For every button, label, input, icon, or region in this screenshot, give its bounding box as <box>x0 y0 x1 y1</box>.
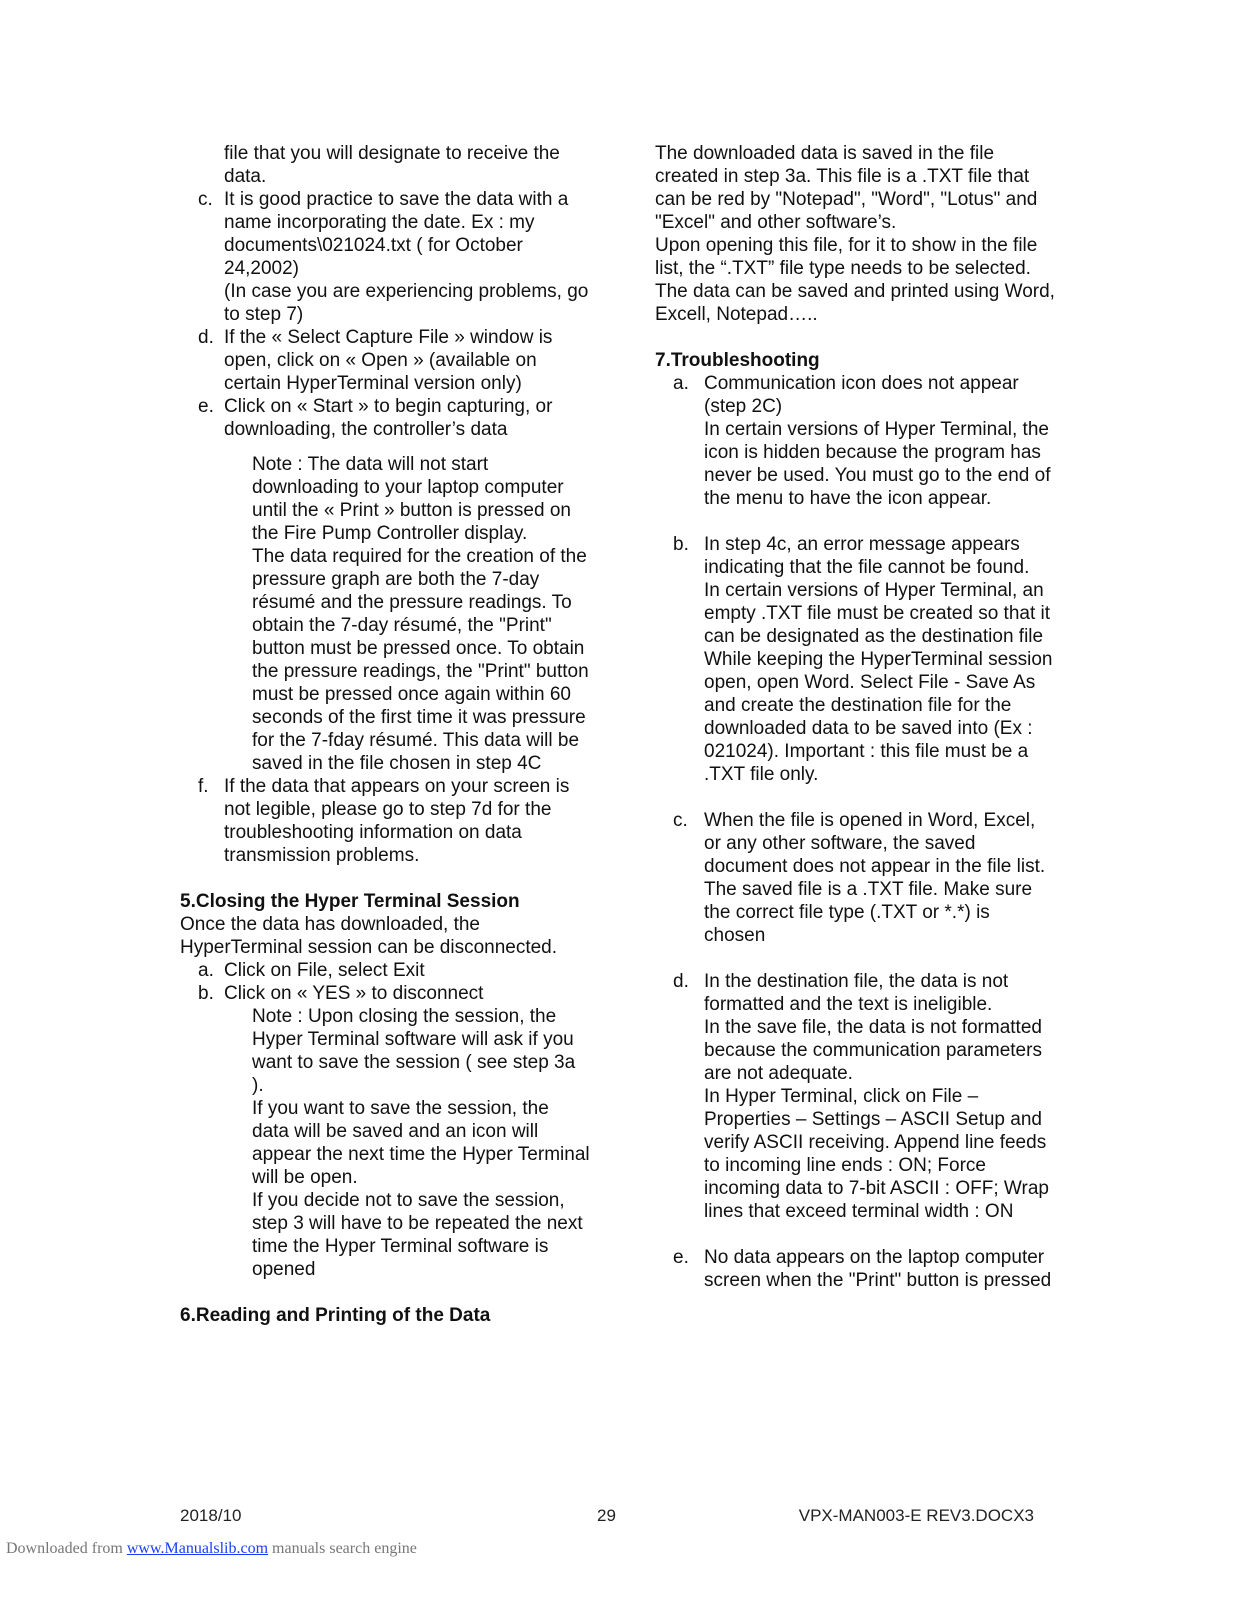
list-marker: a. <box>198 960 214 981</box>
trouble-question: In step 4c, an error message appears indicating that the file cannot be found. <box>704 534 1030 578</box>
section-heading-6: 6.Reading and Printing of the Data <box>180 1305 491 1326</box>
trouble-item-e <box>655 1246 1055 1292</box>
trouble-question: Communication icon does not appear (step 2C) <box>704 373 1019 417</box>
list-item-text <box>704 372 1055 510</box>
list-item-5a <box>180 959 590 982</box>
trouble-question: When the file is opened in Word, Excel, or any other software, the saved document does not appear in the file list. <box>704 810 1046 877</box>
list-item-text: If the « Select Capture File » window is open, click on « Open » (available on certain HyperTerminal version only) <box>224 327 553 394</box>
trouble-item-d <box>655 970 1055 1223</box>
trouble-answer: In the save file, the data is not formatted because the communication parameters are not adequate. <box>704 1017 1042 1084</box>
trouble-question: In the destination file, the data is not formatted and the text is ineligible. <box>704 971 1009 1015</box>
list-marker: c. <box>198 189 213 210</box>
section-heading-5: 5.Closing the Hyper Terminal Session <box>180 891 520 912</box>
list-item-d <box>180 326 590 395</box>
list-item-note: (In case you are experiencing problems, go to step 7) <box>224 281 589 325</box>
note-icon-appear: If you want to save the session, the data will be saved and an icon will appear the next time the Hyper Terminal will be open. <box>252 1098 590 1188</box>
list-item-body: It is good practice to save the data with a name incorporating the date. Ex : my documents\021024.txt ( for October 24,2002) <box>224 189 569 279</box>
list-marker: e. <box>673 1247 689 1268</box>
paragraph-save-print: The data can be saved and printed using Word, Excell, Notepad….. <box>655 281 1055 325</box>
paragraph-file-type: Upon opening this file, for it to show in the file list, the “.TXT” file type needs to be selected. <box>655 235 1038 279</box>
page-number: 29 <box>597 1506 616 1525</box>
trouble-question: No data appears on the laptop computer screen when the "Print" button is pressed <box>704 1247 1052 1291</box>
trouble-answer: In Hyper Terminal, click on File – Properties – Settings – ASCII Setup and verify ASCII receiving. Append line feeds to incoming line ends : ON; Force incoming data to 7-bit ASCII : OFF; Wrap lines that exceed terminal width : ON <box>704 1086 1049 1222</box>
footer-date: 2018/10 <box>180 1506 242 1525</box>
paragraph-saved-file: The downloaded data is saved in the file created in step 3a. This file is a .TXT file that can be red by "Notepad", "Word", "Lotus" and "Excel" and other software’s. <box>655 143 1038 233</box>
section-heading-7: 7.Troubleshooting <box>655 350 820 371</box>
manualslib-link[interactable]: www.Manualslib.com <box>126 1540 269 1557</box>
trouble-item-a <box>655 372 1055 510</box>
list-marker: d. <box>198 327 214 348</box>
note-repeat-step: If you decide not to save the session, step 3 will have to be repeated the next time the Hyper Terminal software is opened <box>252 1190 583 1280</box>
download-prefix: Downloaded from <box>6 1540 127 1557</box>
continued-text: file that you will designate to receive the data. <box>224 143 560 187</box>
list-item-text: If the data that appears on your screen is not legible, please go to step 7d for the troubleshooting information on data transmission problems. <box>224 776 570 866</box>
right-column <box>655 142 1055 1292</box>
list-marker: d. <box>673 971 689 992</box>
list-item-text <box>704 809 1055 947</box>
download-credit <box>6 1540 417 1558</box>
list-item-text: Click on « Start » to begin capturing, or downloading, the controller’s data <box>224 396 553 440</box>
list-item-text <box>224 188 590 326</box>
trouble-item-c <box>655 809 1055 947</box>
list-item-c <box>180 188 590 326</box>
note-print-button: Note : The data will not start downloading to your laptop computer until the « Print » button is pressed on the Fire Pump Controller display. <box>252 454 571 544</box>
list-marker: e. <box>198 396 214 417</box>
list-marker: b. <box>673 534 689 555</box>
list-item-text: Click on « YES » to disconnect <box>224 983 484 1004</box>
list-marker: f. <box>198 776 209 797</box>
download-suffix: manuals search engine <box>268 1540 417 1557</box>
trouble-answer: The saved file is a .TXT file. Make sure the correct file type (.TXT or *.*) is chosen <box>704 879 1033 946</box>
section-5-intro: Once the data has downloaded, the HyperTerminal session can be disconnected. <box>180 914 558 958</box>
trouble-item-b <box>655 533 1055 786</box>
trouble-answer: While keeping the HyperTerminal session open, open Word. Select File - Save As and create the destination file for the downloaded data to be saved into (Ex : 021024). Important : this file must be a .TXT file only. <box>704 649 1053 785</box>
list-item-5b <box>180 982 590 1005</box>
list-item-e <box>180 395 590 441</box>
left-column <box>180 142 590 1327</box>
list-item-text <box>704 970 1055 1223</box>
note-pressure-graph: The data required for the creation of the pressure graph are both the 7-day résumé and the pressure readings. To obtain the 7-day résumé, the "Print" button must be pressed once. To obtain the pressure readings, the "Print" button must be pressed once again within 60 seconds of the first time it was pressure for the 7-fday résumé. This data will be saved in the file chosen in step 4C <box>252 546 589 774</box>
list-marker: b. <box>198 983 214 1004</box>
list-item-text: Click on File, select Exit <box>224 960 425 981</box>
trouble-answer: In certain versions of Hyper Terminal, an empty .TXT file must be created so that it can be designated as the destination file <box>704 580 1051 647</box>
list-item-f <box>180 775 590 867</box>
trouble-answer: In certain versions of Hyper Terminal, the icon is hidden because the program has never be used. You must go to the end of the menu to have the icon appear. <box>704 419 1051 509</box>
list-item-text <box>704 533 1055 786</box>
list-marker: c. <box>673 810 688 831</box>
footer-doc-id: VPX-MAN003-E REV3.DOCX3 <box>798 1506 1034 1525</box>
list-marker: a. <box>673 373 689 394</box>
note-save-session: Note : Upon closing the session, the Hyper Terminal software will ask if you want to save the session ( see step 3a ). <box>252 1006 576 1096</box>
